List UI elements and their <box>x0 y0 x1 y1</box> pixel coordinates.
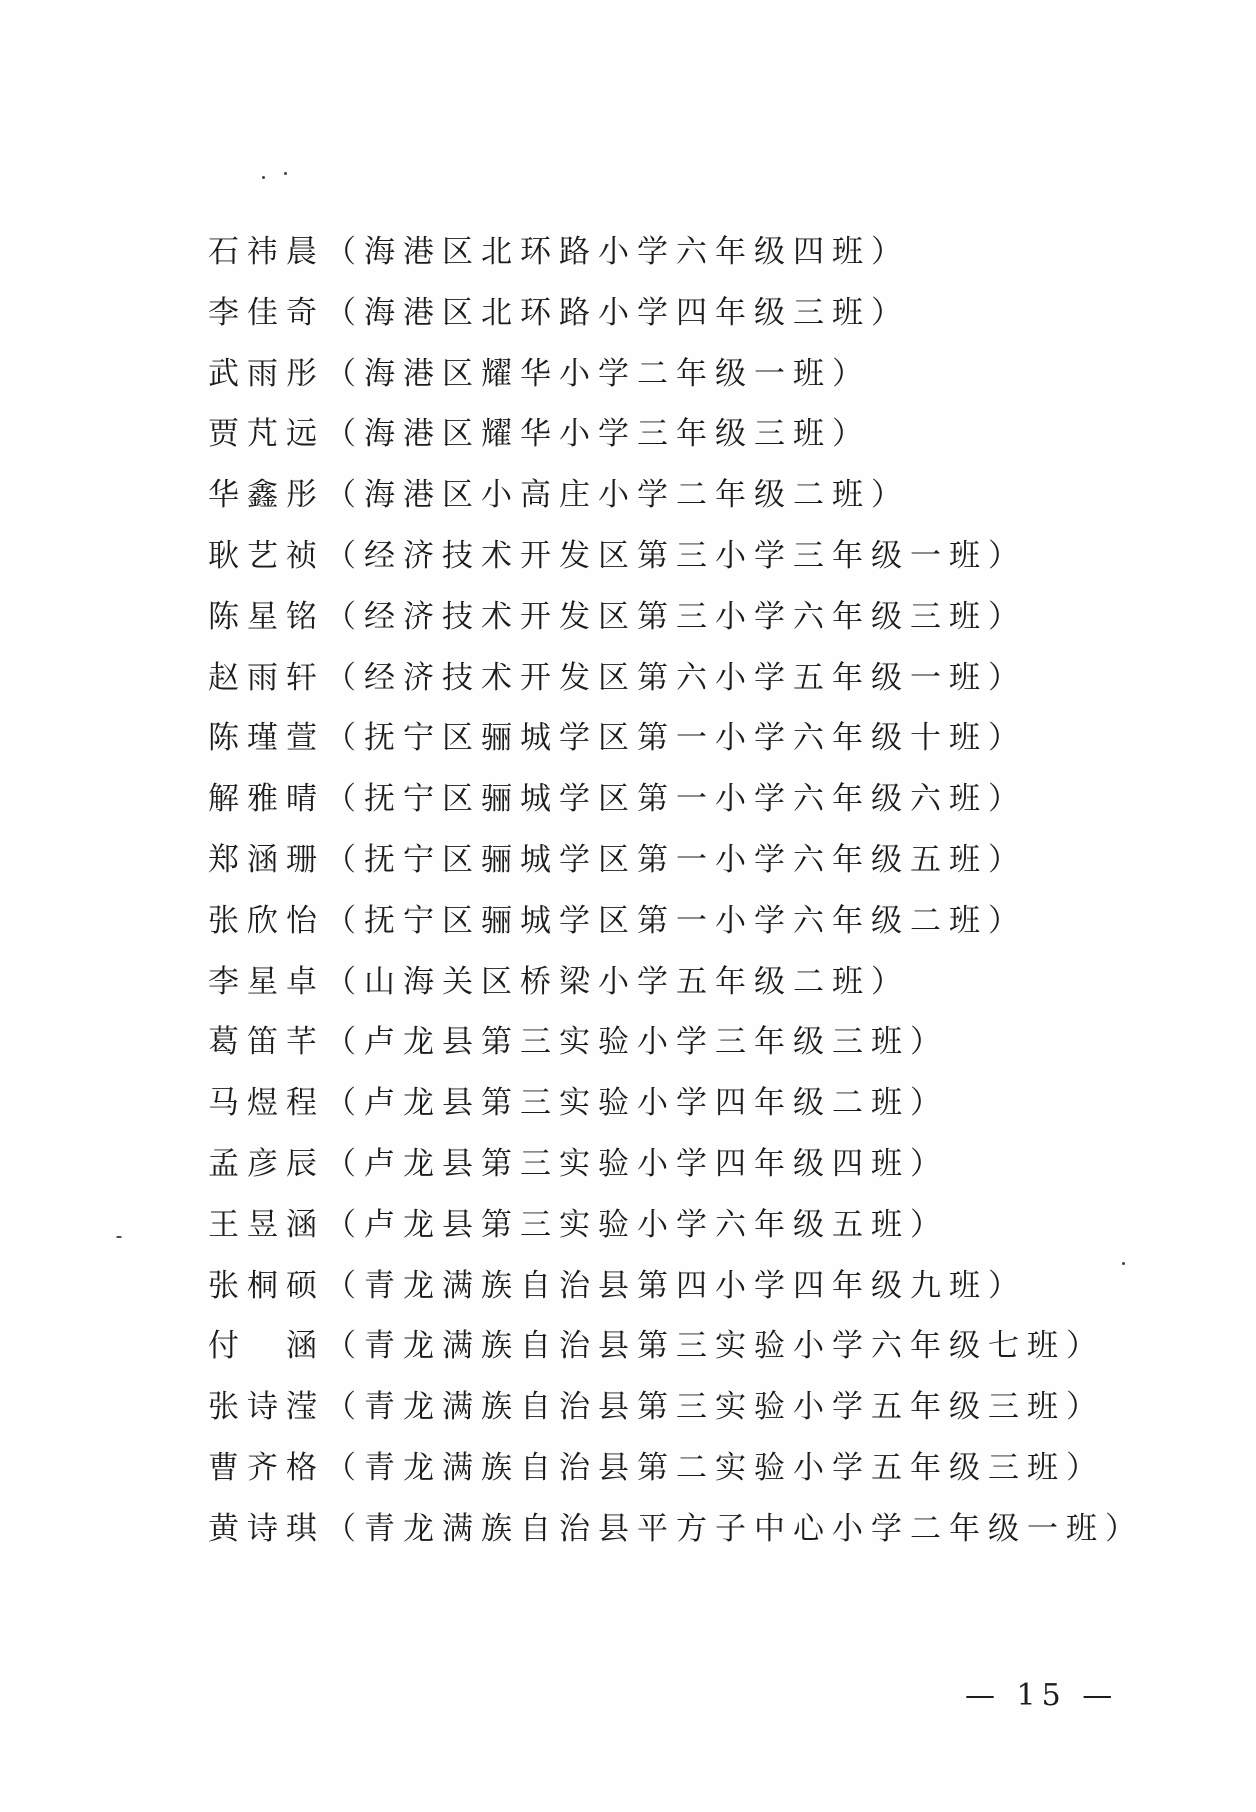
list-item <box>208 344 1144 405</box>
scan-speck <box>262 176 265 179</box>
list-item <box>208 587 1144 648</box>
student-name: 石祎晨 <box>208 234 325 270</box>
school-class: （青龙满族自治县第三实验小学六年级七班） <box>325 1328 1105 1365</box>
scan-speck <box>116 1236 122 1238</box>
student-name: 张桐硕 <box>208 1267 325 1304</box>
school-class: （经济技术开发区第六小学五年级一班） <box>325 659 1027 696</box>
school-class: （卢龙县第三实验小学六年级五班） <box>325 1206 949 1243</box>
list-item <box>208 283 1144 344</box>
school-class: （海港区耀华小学二年级一班） <box>325 355 871 392</box>
list-item <box>208 1012 1144 1073</box>
list-item <box>208 830 1144 891</box>
list-item <box>208 1499 1144 1560</box>
list-item <box>208 526 1144 587</box>
list-item <box>208 1073 1144 1134</box>
student-name: 陈瑾萱 <box>208 720 325 757</box>
school-class: （卢龙县第三实验小学四年级二班） <box>325 1085 949 1122</box>
scan-speck <box>284 172 287 175</box>
list-item <box>208 1195 1144 1256</box>
student-name: 王昱涵 <box>208 1206 325 1243</box>
list-item <box>208 952 1144 1013</box>
student-name: 贾芃远 <box>208 416 325 453</box>
student-name: 赵雨轩 <box>208 659 325 696</box>
school-class: （抚宁区骊城学区第一小学六年级六班） <box>325 781 1027 818</box>
school-class: （抚宁区骊城学区第一小学六年级五班） <box>325 841 1027 878</box>
list-item <box>208 648 1144 709</box>
school-class: （山海关区桥梁小学五年级二班） <box>325 963 910 1000</box>
school-class: （青龙满族自治县平方子中心小学二年级一班） <box>325 1510 1144 1547</box>
list-item <box>208 404 1144 465</box>
list-item <box>208 1316 1144 1377</box>
list-item <box>208 222 1144 283</box>
student-name: 华鑫彤 <box>208 477 325 514</box>
student-name: 付 涵 <box>208 1328 325 1365</box>
student-name: 陈星铭 <box>208 598 325 635</box>
school-class: （青龙满族自治县第二实验小学五年级三班） <box>325 1449 1105 1486</box>
school-class: （青龙满族自治县第三实验小学五年级三班） <box>325 1389 1105 1426</box>
list-item <box>208 465 1144 526</box>
student-name: 郑涵珊 <box>208 841 325 878</box>
award-name-list <box>208 222 1144 1560</box>
student-name: 解雅晴 <box>208 781 325 818</box>
student-name: 马煜程 <box>208 1085 325 1122</box>
student-name: 曹齐格 <box>208 1449 325 1486</box>
school-class: （青龙满族自治县第四小学四年级九班） <box>325 1267 1027 1304</box>
list-item <box>208 769 1144 830</box>
page-number: — 15 — <box>965 1678 1119 1713</box>
student-name: 黄诗琪 <box>208 1510 325 1547</box>
student-name: 张诗滢 <box>208 1389 325 1426</box>
student-name: 葛笛芊 <box>208 1024 325 1061</box>
student-name: 李佳奇 <box>208 294 325 331</box>
list-item <box>208 1438 1144 1499</box>
list-item <box>208 891 1144 952</box>
student-name: 孟彦辰 <box>208 1145 325 1182</box>
list-item <box>208 1377 1144 1438</box>
list-item <box>208 1134 1144 1195</box>
list-item <box>208 708 1144 769</box>
list-item <box>208 1256 1144 1317</box>
school-class: （卢龙县第三实验小学四年级四班） <box>325 1145 949 1182</box>
school-class: （卢龙县第三实验小学三年级三班） <box>325 1024 949 1061</box>
school-class: （海港区小高庄小学二年级二班） <box>325 477 910 514</box>
student-name: 耿艺祯 <box>208 537 325 574</box>
school-class: （经济技术开发区第三小学六年级三班） <box>325 598 1027 635</box>
school-class: （抚宁区骊城学区第一小学六年级二班） <box>325 902 1027 939</box>
school-class: （海港区北环路小学六年级四班） <box>325 234 910 270</box>
school-class: （海港区耀华小学三年级三班） <box>325 416 871 453</box>
school-class: （抚宁区骊城学区第一小学六年级十班） <box>325 720 1027 757</box>
school-class: （海港区北环路小学四年级三班） <box>325 294 910 331</box>
school-class: （经济技术开发区第三小学三年级一班） <box>325 537 1027 574</box>
student-name: 李星卓 <box>208 963 325 1000</box>
student-name: 武雨彤 <box>208 355 325 392</box>
student-name: 张欣怡 <box>208 902 325 939</box>
